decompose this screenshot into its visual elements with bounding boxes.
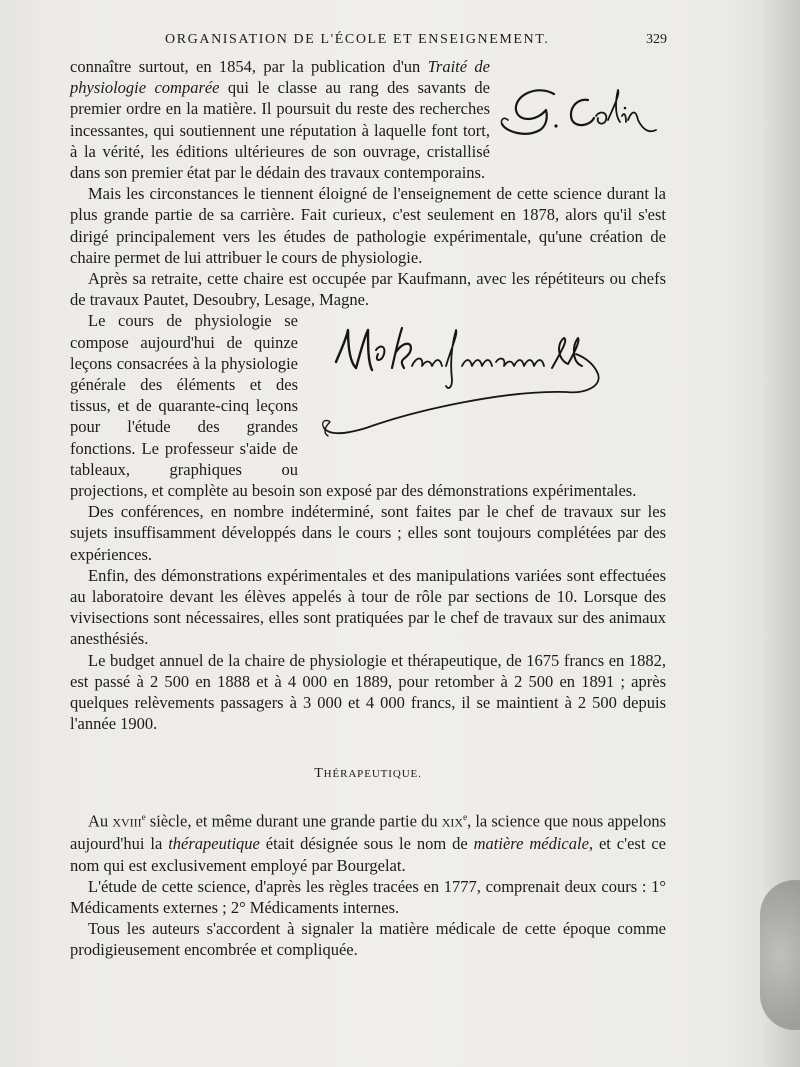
paragraph: Le budget annuel de la chaire de physiologie et thérapeutique, de 1675 francs en 1882, est passé à 2 500 en 1888 et à 4 000 en 1889, pour retomber à 2 500 en 1891 ; après quelques relèvements passagers à 3 000 et 4 000 francs, il se maintient à 2 500 depuis l'année 1900. xyxy=(70,650,666,734)
paragraph: Le cours de physiologie se compose aujourd'hui de quinze leçons consacrées à la physiologie générale des éléments et des tissus, et de quarante-cinq leçons pour l'étude des grandes fonctions. Le professeur s'aide de tableaux, graphiques ou projections, et complète au besoin son exposé par des démonstrations expérimentales. xyxy=(70,311,637,501)
page-header xyxy=(70,30,670,52)
text-run: , la science que nous appelons aujourd'hui la xyxy=(70,811,666,854)
century-numeral: XVIII xyxy=(112,815,142,830)
running-head: ORGANISATION DE L'ÉCOLE ET ENSEIGNEMENT. xyxy=(165,32,550,47)
text-run: , et c'est ce nom qui est exclusivement employé par Bourgelat. xyxy=(70,834,666,875)
thumb-shadow xyxy=(760,880,800,1030)
century-numeral: XIX xyxy=(441,815,464,830)
italic-term: thérapeutique xyxy=(168,834,260,854)
paragraph: Tous les auteurs s'accordent à signaler la matière médicale de cette époque comme prodigieusement encombrée et compliquée. xyxy=(70,919,666,960)
body-text xyxy=(70,56,666,961)
paragraph: Des conférences, en nombre indéterminé, sont faites par le chef de travaux sur les sujets insuffisamment développés dans le cours ; elles sont toujours complétées par des expériences. xyxy=(70,502,666,564)
page-number: 329 xyxy=(646,32,667,47)
superscript: e xyxy=(141,811,146,822)
text-run: Au xyxy=(88,811,113,831)
italic-term: matière médicale xyxy=(473,834,589,854)
paragraph: Mais les circonstances le tiennent éloigné de l'enseignement de cette science durant la plus grande partie de sa carrière. Fait curieux, c'est seulement en 1878, alors qu'il s'est dirigé principalement vers les études de pathologie expérimentale, qu'une création de chaire permet de lui attribuer le cours de physiologie. xyxy=(70,184,666,267)
signature-colin xyxy=(496,70,666,170)
heading-rest: HÉRAPEUTIQUE. xyxy=(323,767,422,780)
signature-colin-image xyxy=(496,70,666,170)
paragraph: L'étude de cette science, d'après les règles tracées en 1777, comprenait deux cours : 1° Médicaments externes ; 2° Médicaments internes. xyxy=(70,876,666,918)
text-run: était désignée sous le nom de xyxy=(259,834,474,854)
paragraph: Enfin, des démonstrations expérimentales et des manipulations variées sont effectuées au laboratoire devant les élèves appelés à tour de rôle par sections de 10. Lorsque des vivisections sont nécessaires, elles sont pratiquées par le chef de travaux sur des animaux anesthésiés. xyxy=(70,565,666,649)
heading-initial: T xyxy=(314,765,324,781)
text-run: connaître surtout, en 1854, par la publication d'un xyxy=(70,57,428,76)
paragraph xyxy=(70,807,666,876)
text-run: qui le classe au rang des savants de premier ordre en la matière. Il poursuit du reste des recherches incessantes, qui soutiennent une réputation à laquelle font tort, à la vérité, les éditions ultérieures de son ouvrage, cristallisé dans son premier état par le dédain des travaux contemporains. xyxy=(70,78,490,183)
signature-kaufmann-image xyxy=(306,310,666,470)
signature-kaufmann xyxy=(306,310,666,470)
section-heading xyxy=(70,763,666,785)
book-title: Traité de physiologie comparée xyxy=(70,57,490,98)
text-run: siècle, et même durant une grande partie du xyxy=(145,811,442,831)
superscript: e xyxy=(463,811,468,822)
paragraph: Après sa retraite, cette chaire est occupée par Kaufmann, avec les répétiteurs ou chefs de travaux Pautet, Desoubry, Lesage, Magne. xyxy=(70,269,666,310)
